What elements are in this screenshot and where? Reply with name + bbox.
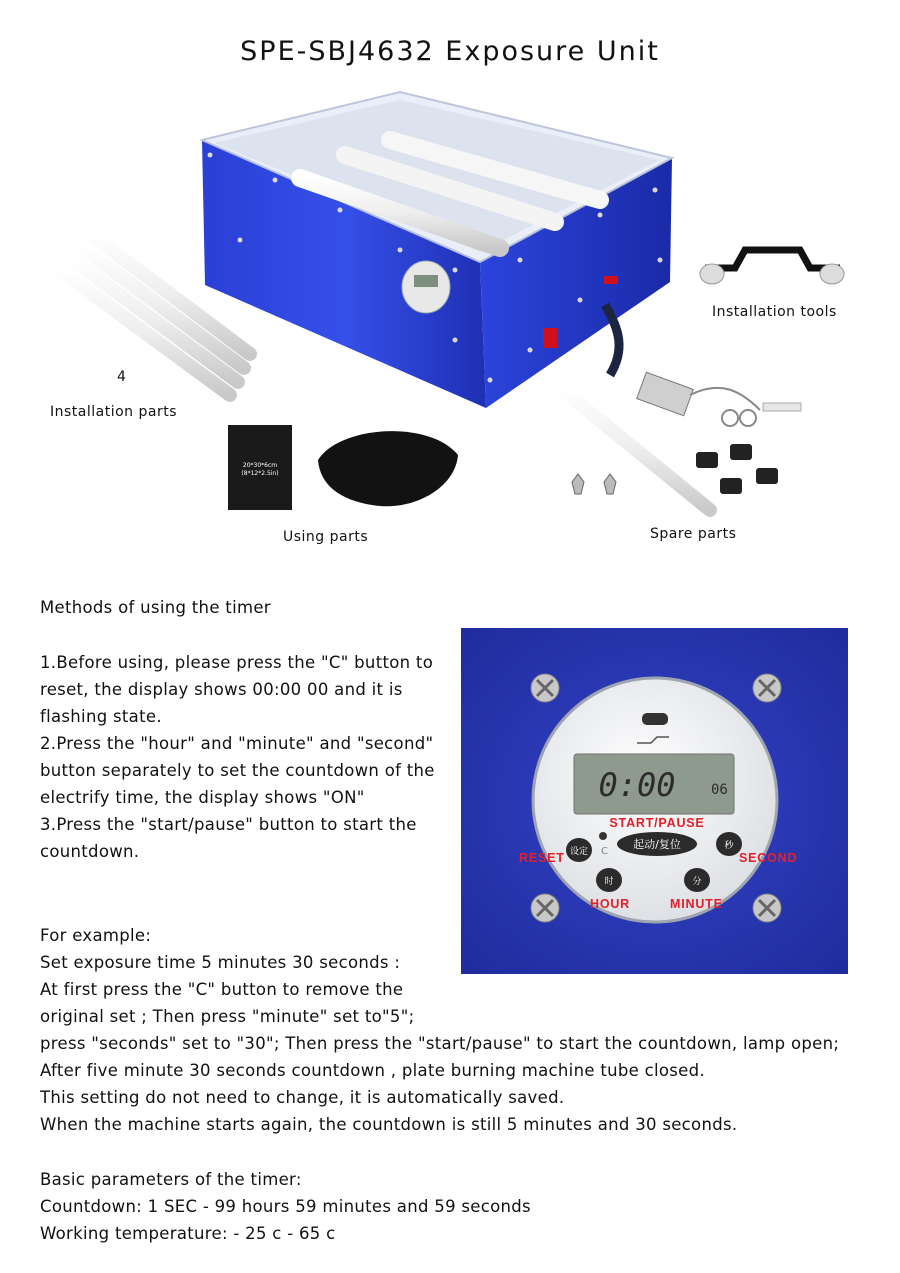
- lcd-time: 0:00: [598, 766, 676, 804]
- screen-box-label: 20*30*6cm (8*12*2.5in): [241, 462, 279, 477]
- parameter-temperature: Working temperature: - 25 c - 65 c: [40, 1224, 336, 1243]
- label-hour: HOUR: [590, 897, 631, 911]
- example-line: original set ; Then press "minute" set to"5";: [40, 1007, 415, 1026]
- step3-line2: countdown.: [40, 842, 140, 861]
- example-heading: For example:: [40, 926, 152, 945]
- product-illustration: [0, 80, 900, 560]
- example-line: Set exposure time 5 minutes 30 seconds :: [40, 953, 401, 972]
- page-title: SPE-SBJ4632 Exposure Unit: [240, 36, 660, 67]
- caption-installation-tools: Installation tools: [712, 304, 837, 320]
- exposure-unit-box: [202, 92, 672, 408]
- black-cloth: [318, 431, 458, 506]
- label-start-pause: START/PAUSE: [609, 816, 705, 830]
- step1-line2: reset, the display shows 00:00 00 and it is: [40, 680, 403, 699]
- label-reset: RESET: [519, 851, 565, 865]
- step2-line2: button separately to set the countdown of the: [40, 761, 435, 780]
- lcd-seconds: 06: [711, 782, 728, 798]
- timer-instructions: [40, 594, 460, 874]
- hour-button-text: 时: [604, 877, 614, 887]
- indicator-led: [642, 713, 668, 725]
- minute-button-text: 分: [692, 877, 702, 887]
- step1-line3: flashing state.: [40, 707, 162, 726]
- start-pause-button-text: 起动/复位: [633, 838, 681, 851]
- example-line: At first press the "C" button to remove the: [40, 980, 404, 999]
- parameters-section: [40, 1166, 880, 1256]
- example-line: press "seconds" set to "30"; Then press the "start/pause" to start the countdown, lamp open;: [40, 1034, 840, 1053]
- second-button-text: 秒: [724, 841, 734, 851]
- step1-line1: 1.Before using, please press the "C" button to: [40, 653, 434, 672]
- example-line: When the machine starts again, the countdown is still 5 minutes and 30 seconds.: [40, 1115, 738, 1134]
- reset-button-text: 设定: [569, 847, 589, 857]
- caption-spare-parts: Spare parts: [650, 526, 737, 542]
- label-minute: MINUTE: [670, 897, 723, 911]
- example-line: This setting do not need to change, it is automatically saved.: [40, 1088, 565, 1107]
- c-label: C: [601, 846, 608, 857]
- tube-count-label: 4: [117, 369, 127, 385]
- example-section: [40, 922, 880, 1142]
- power-switch: [543, 328, 557, 348]
- caption-installation-parts: Installation parts: [50, 404, 177, 420]
- caption-using-parts: Using parts: [283, 529, 369, 545]
- installation-tools-bracket: [700, 250, 844, 284]
- label-second: SECOND: [739, 851, 798, 865]
- parameters-heading: Basic parameters of the timer:: [40, 1170, 302, 1189]
- instructions-heading: Methods of using the timer: [40, 598, 271, 617]
- step2-line1: 2.Press the "hour" and "minute" and "second": [40, 734, 434, 753]
- example-line: After five minute 30 seconds countdown , plate burning machine tube closed.: [40, 1061, 705, 1080]
- parameter-countdown: Countdown: 1 SEC - 99 hours 59 minutes and 59 seconds: [40, 1197, 531, 1216]
- spare-parts: [560, 372, 801, 510]
- step3-line1: 3.Press the "start/pause" button to start the: [40, 815, 417, 834]
- step2-line3: electrify time, the display shows "ON": [40, 788, 365, 807]
